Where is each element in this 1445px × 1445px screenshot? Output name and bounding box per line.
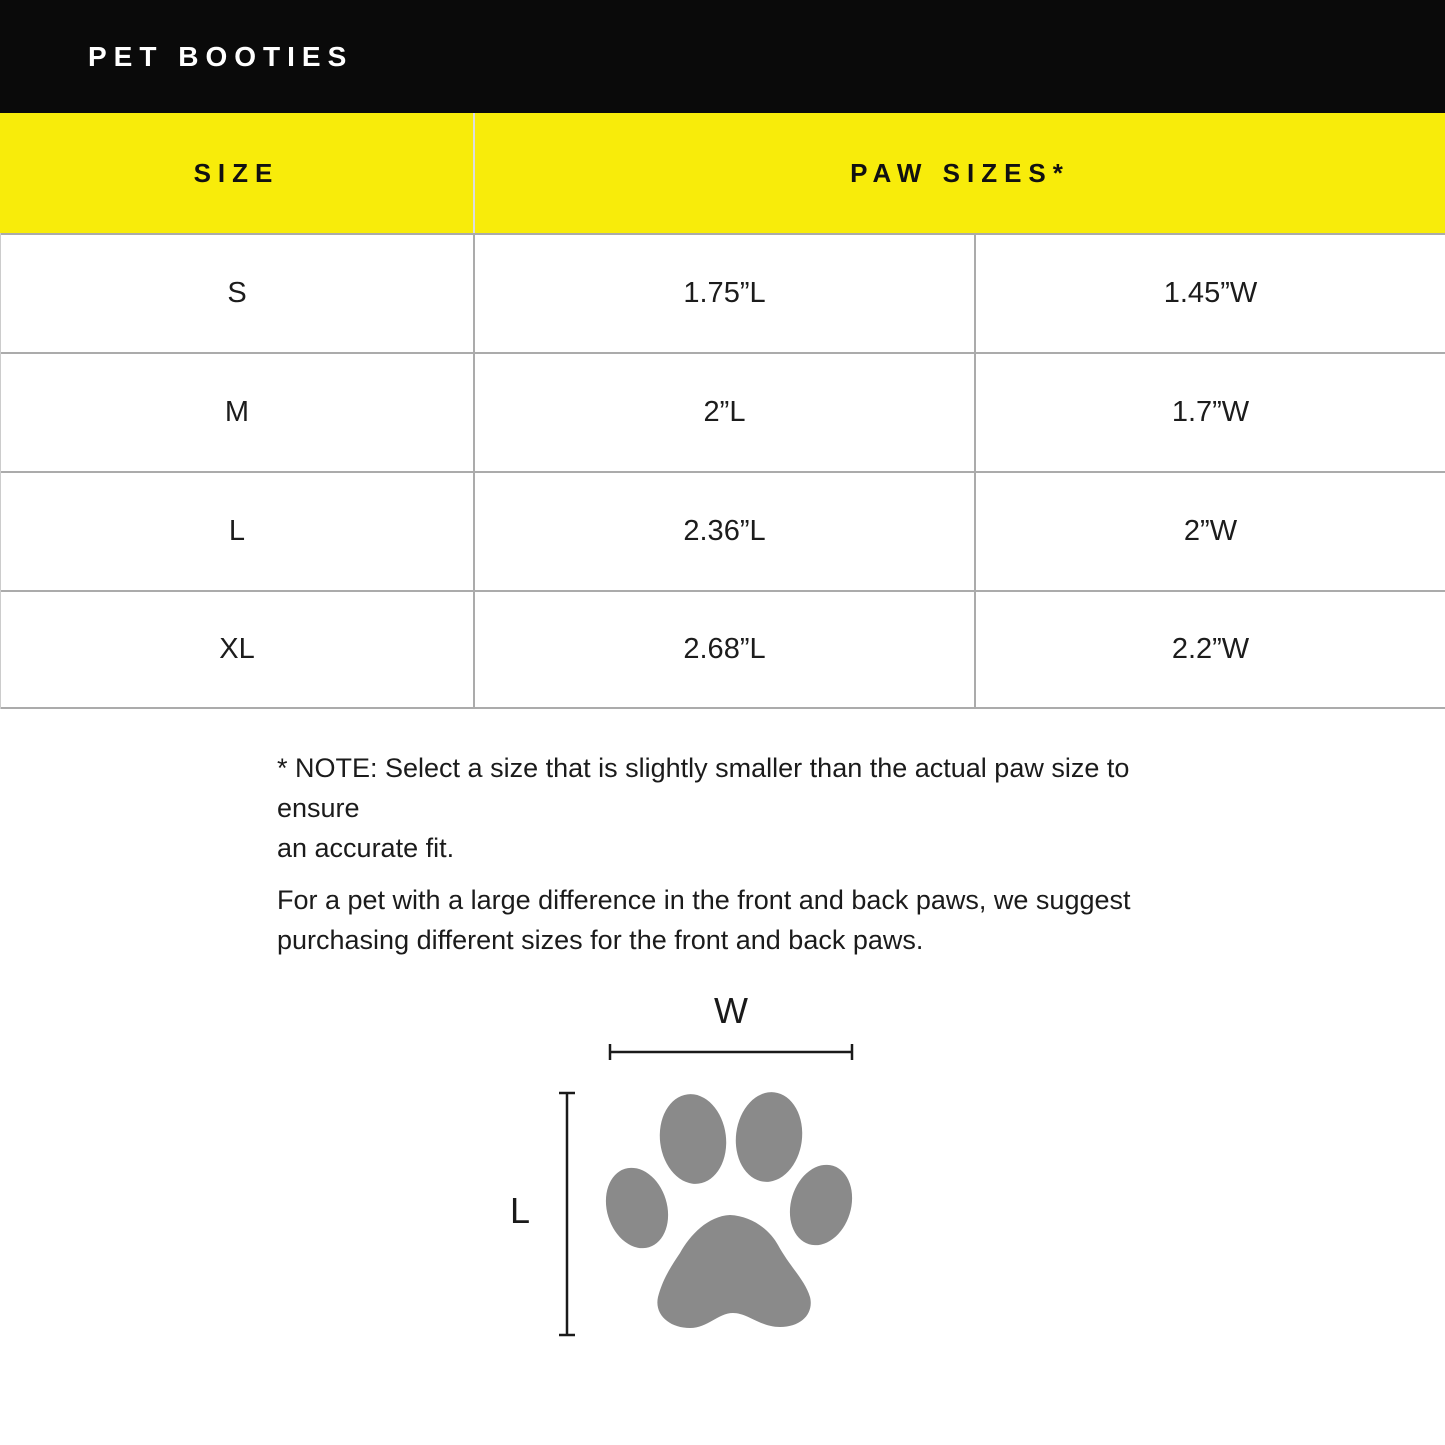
paw-measurement-diagram [480, 975, 940, 1415]
note-line: * NOTE: Select a size that is slightly smaller than the actual paw size to ensure [277, 753, 1130, 823]
size-value: S [1, 235, 475, 352]
paw-width-value: 2”W [1183, 515, 1238, 547]
table-row [1, 471, 1445, 590]
note-line: For a pet with a large difference in the front and back paws, we suggest [277, 885, 1131, 915]
paw-width-value: 2.2”W [1171, 633, 1250, 665]
size-value: M [1, 354, 475, 471]
paw-length-value: 1.75”L [475, 235, 976, 352]
width-dimension-line [610, 1044, 852, 1060]
table-header-row [0, 113, 1445, 233]
table-row [1, 233, 1445, 352]
table-row [1, 590, 1445, 709]
column-header-size: SIZE [0, 113, 475, 233]
note-line: purchasing different sizes for the front and back paws. [277, 925, 924, 955]
table-row [1, 352, 1445, 471]
table-body [0, 233, 1445, 709]
footnote-text [277, 748, 1197, 960]
paw-length-value: 2.68”L [475, 592, 976, 707]
page-title: PET BOOTIES [88, 40, 354, 72]
note-line: an accurate fit. [277, 833, 455, 863]
paw-print-icon [596, 1088, 861, 1328]
paw-width-value: 1.45”W [1163, 277, 1258, 309]
column-header-paw-sizes: PAW SIZES* [850, 157, 1070, 188]
width-dimension-label: W [714, 990, 748, 1031]
paw-length-value: 2”L [475, 354, 976, 471]
note-paragraph-2 [277, 880, 1197, 960]
paw-length-value: 2.36”L [475, 473, 976, 590]
size-value: XL [1, 592, 475, 707]
length-dimension-label: L [509, 1190, 531, 1231]
note-paragraph-1 [277, 748, 1197, 868]
length-dimension-line [559, 1093, 575, 1335]
header-bar [0, 0, 1445, 113]
size-value: L [1, 473, 475, 590]
paw-width-value: 1.7”W [1171, 396, 1250, 428]
size-table [0, 113, 1445, 709]
